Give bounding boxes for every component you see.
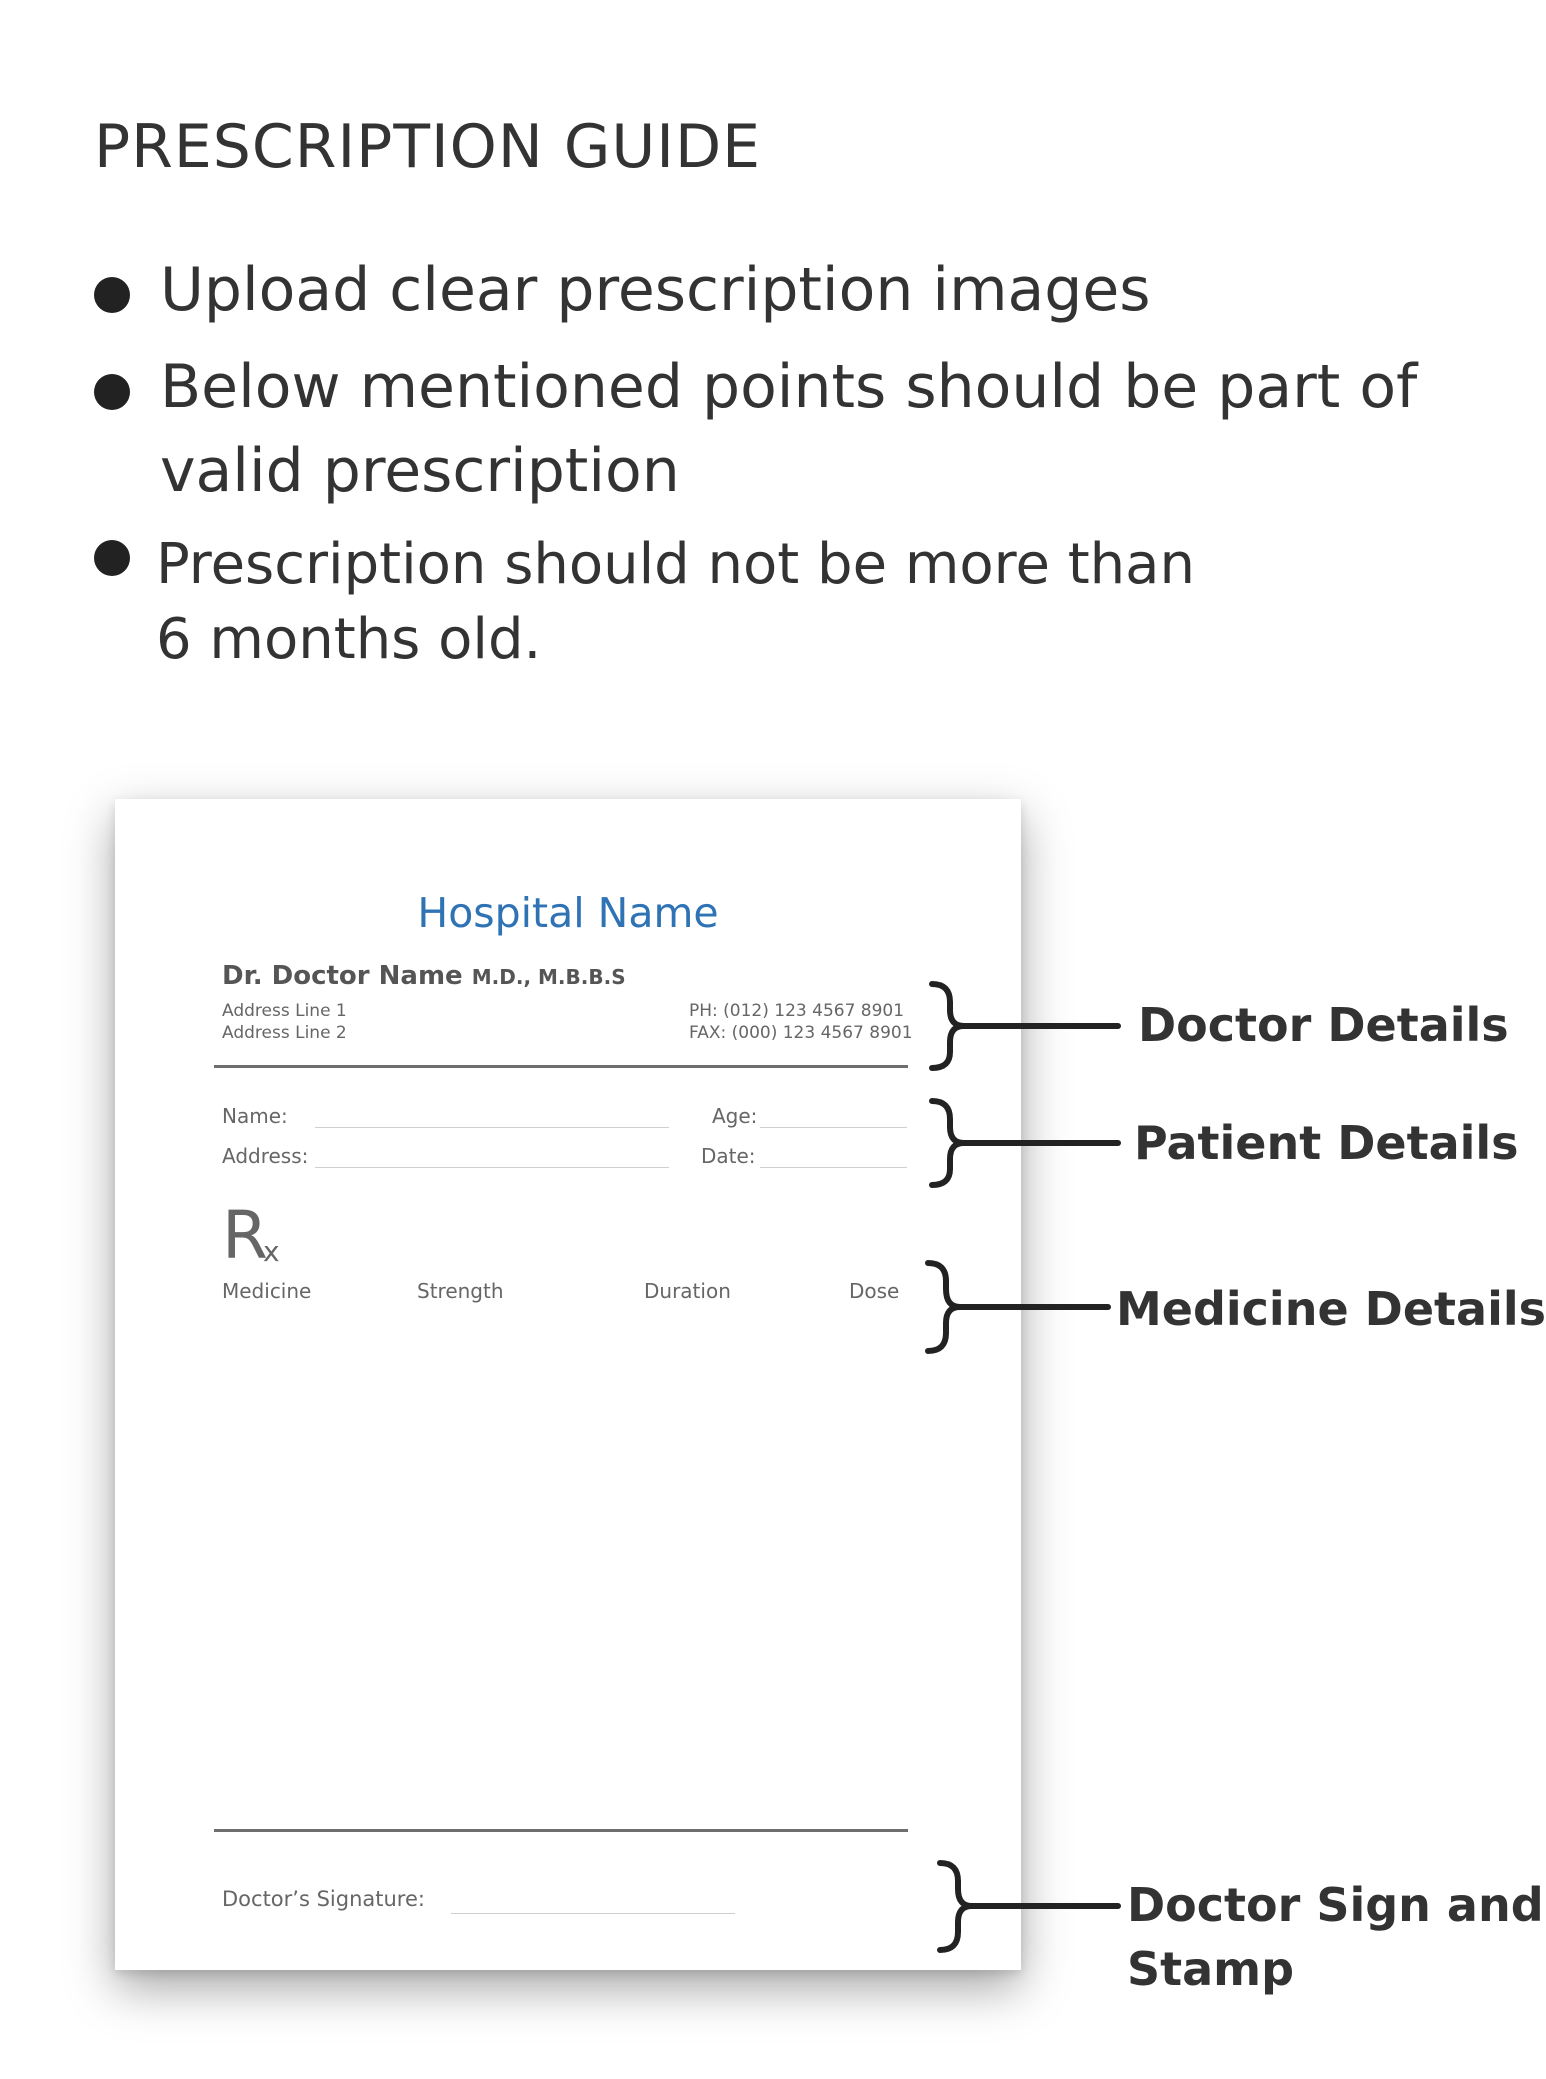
hospital-name: Hospital Name <box>417 889 719 937</box>
doctor-qualifications: M.D., M.B.B.S <box>471 965 626 989</box>
doctor-sign-brace-icon <box>940 1863 972 1950</box>
patient-name-label: Name: <box>222 1104 288 1128</box>
annotation-medicine-details: Medicine Details <box>1116 1282 1546 1336</box>
doctor-fax: FAX: (000) 123 4567 8901 <box>689 1023 913 1043</box>
annotation-patient-details: Patient Details <box>1134 1116 1519 1170</box>
bullet-2-text-line-2: valid prescription <box>160 436 680 506</box>
doctor-name-text: Dr. Doctor Name <box>222 961 463 991</box>
rx-symbol-subscript: x <box>263 1235 280 1268</box>
column-header-strength: Strength <box>417 1279 504 1303</box>
signature-label: Doctor’s Signature: <box>222 1887 425 1911</box>
bullet-1-text: Upload clear prescription images <box>160 255 1151 325</box>
prescription-date-label: Date: <box>701 1144 756 1168</box>
column-header-medicine: Medicine <box>222 1279 312 1303</box>
annotation-doctor-details: Doctor Details <box>1138 998 1509 1052</box>
column-header-dose: Dose <box>849 1279 900 1303</box>
patient-address-label: Address: <box>222 1144 309 1168</box>
address-line-2: Address Line 2 <box>222 1023 347 1043</box>
bullet-2-text-line-1: Below mentioned points should be part of <box>160 352 1418 422</box>
annotation-doctor-sign-line-2: Stamp <box>1127 1942 1295 1996</box>
address-line-1: Address Line 1 <box>222 1001 347 1021</box>
bullet-3-text-line-2: 6 months old. <box>156 607 542 672</box>
guide-title: PRESCRIPTION GUIDE <box>94 112 762 182</box>
patient-age-label: Age: <box>712 1104 758 1128</box>
rx-symbol: R <box>222 1197 268 1274</box>
medicine-details-brace-icon <box>928 1263 960 1351</box>
patient-details-brace-icon <box>932 1101 964 1185</box>
bullet-3-text-line-1: Prescription should not be more than <box>156 532 1195 597</box>
column-header-duration: Duration <box>644 1279 731 1303</box>
doctor-details-brace-icon <box>932 984 964 1068</box>
doctor-phone: PH: (012) 123 4567 8901 <box>689 1001 905 1021</box>
annotation-doctor-sign-line-1: Doctor Sign and <box>1127 1878 1544 1932</box>
